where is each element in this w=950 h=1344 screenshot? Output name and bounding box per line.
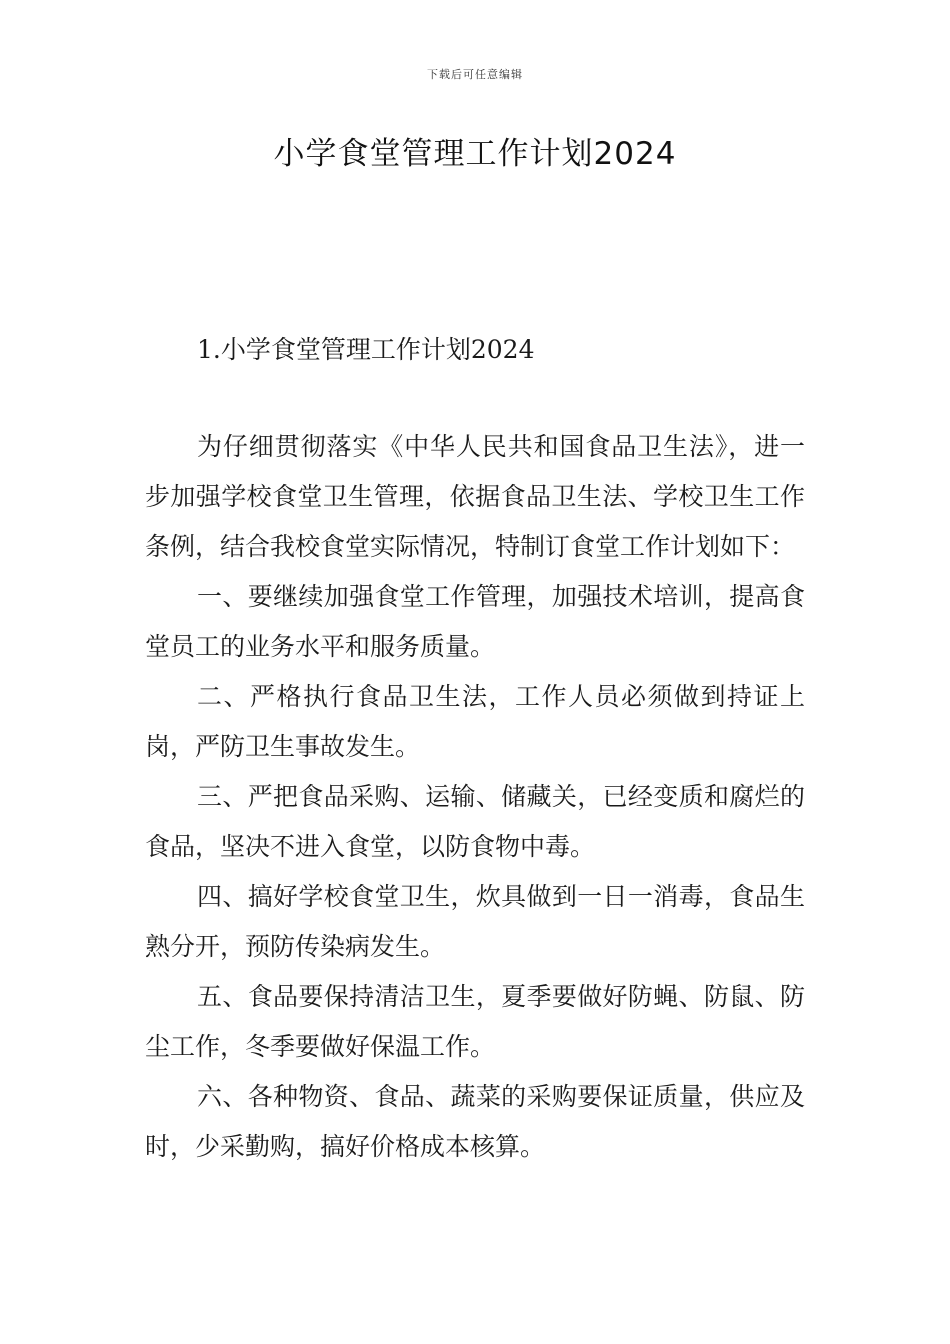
paragraph-intro: 为仔细贯彻落实《中华人民共和国食品卫生法》，进一步加强学校食堂卫生管理，依据食品卫生法、学校卫生工作条例，结合我校食堂实际情况，特制订食堂工作计划如下： — [145, 432, 805, 561]
document-body — [145, 422, 805, 1172]
paragraph-item-2: 二、严格执行食品卫生法，工作人员必须做到持证上岗，严防卫生事故发生。 — [145, 682, 805, 761]
paragraph-item-6: 六、各种物资、食品、蔬菜的采购要保证质量，供应及时，少采勤购，搞好价格成本核算。 — [145, 1082, 805, 1161]
section-heading: 1.小学食堂管理工作计划2024 — [197, 335, 535, 364]
paragraph-item-4: 四、搞好学校食堂卫生，炊具做到一日一消毒，食品生熟分开，预防传染病发生。 — [145, 882, 805, 961]
header-note: 下载后可任意编辑 — [427, 68, 523, 81]
paragraph-item-3: 三、严把食品采购、运输、储藏关，已经变质和腐烂的食品，坚决不进入食堂，以防食物中毒。 — [145, 782, 805, 861]
paragraph-item-5: 五、食品要保持清洁卫生，夏季要做好防蝇、防鼠、防尘工作，冬季要做好保温工作。 — [145, 982, 805, 1061]
paragraph-item-1: 一、要继续加强食堂工作管理，加强技术培训，提高食堂员工的业务水平和服务质量。 — [145, 582, 805, 661]
document-title: 小学食堂管理工作计划2024 — [273, 136, 677, 172]
